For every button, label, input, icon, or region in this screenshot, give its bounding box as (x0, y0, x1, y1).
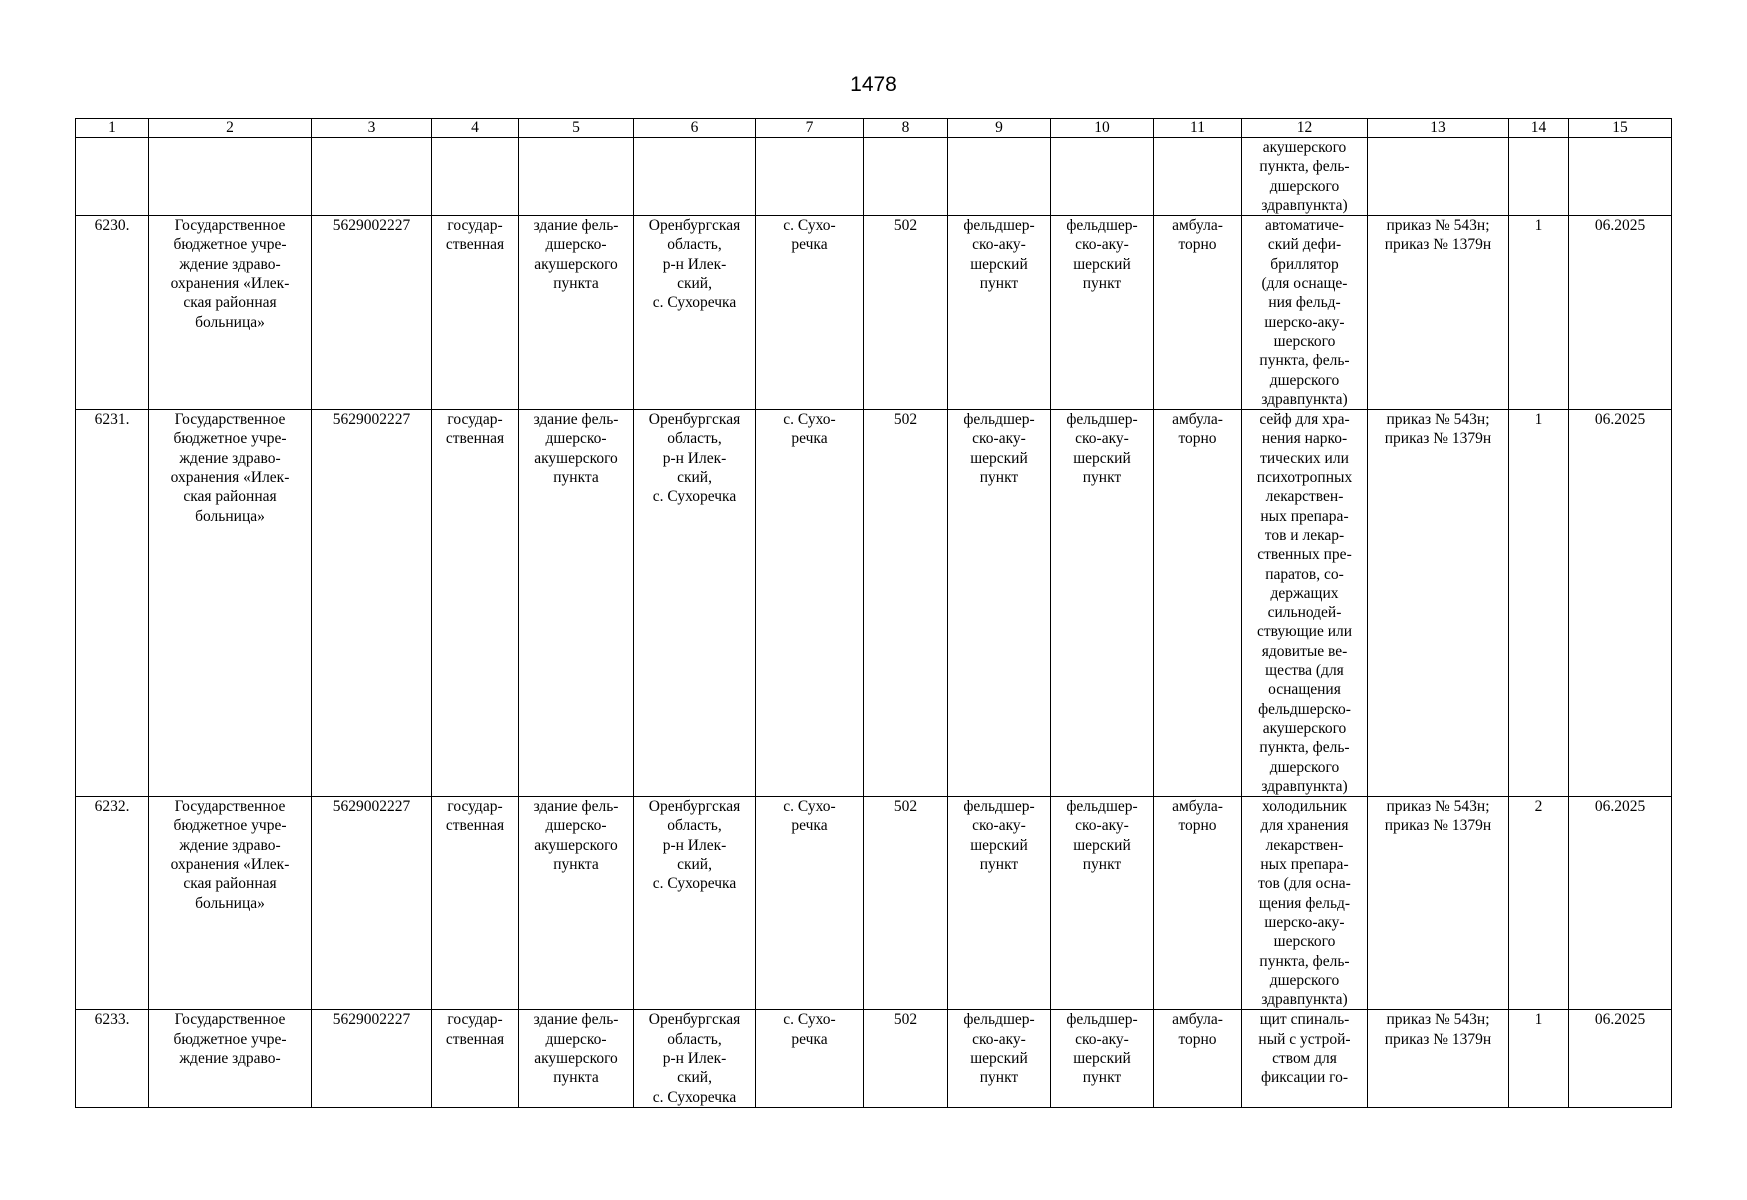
facility-type-cell: фельдшер- ско-аку- шерский пункт (1051, 797, 1154, 1010)
date-cell: 06.2025 (1569, 797, 1672, 1010)
page-number: 1478 (850, 73, 897, 96)
column-number: 6 (634, 119, 756, 138)
facility-type-cell: фельдшер- ско-аку- шерский пункт (948, 1010, 1051, 1107)
column-number: 4 (432, 119, 519, 138)
code-cell: 502 (864, 216, 948, 410)
care-condition-cell: амбула- торно (1154, 797, 1242, 1010)
inn-cell: 5629002227 (312, 797, 432, 1010)
quantity-cell: 2 (1509, 797, 1569, 1010)
inn-cell: 5629002227 (312, 1010, 432, 1107)
column-number: 5 (519, 119, 634, 138)
column-number-row (76, 119, 1672, 138)
date-cell: 06.2025 (1569, 1010, 1672, 1107)
care-condition-cell: амбула- торно (1154, 216, 1242, 410)
care-condition-cell: амбула- торно (1154, 1010, 1242, 1107)
settlement-cell: с. Сухо- речка (756, 797, 864, 1010)
table-row (76, 216, 1672, 410)
row-number-cell: 6230. (76, 216, 149, 410)
equipment-cell: щит спиналь- ный с устрой- ством для фиксации го- (1242, 1010, 1368, 1107)
settlement-cell: с. Сухо- речка (756, 216, 864, 410)
ownership-cell: государ- ственная (432, 216, 519, 410)
facility-type-cell: фельдшер- ско-аку- шерский пункт (1051, 216, 1154, 410)
organization-cell: Государственное бюджетное учре- ждение здраво- охранения «Илек- ская районная больница» (149, 410, 312, 797)
column-number: 8 (864, 119, 948, 138)
column-number: 13 (1368, 119, 1509, 138)
building-cell: здание фель- дшерско- акушерского пункта (519, 410, 634, 797)
quantity-cell: 1 (1509, 216, 1569, 410)
column-number: 10 (1051, 119, 1154, 138)
organization-cell: Государственное бюджетное учре- ждение здраво- охранения «Илек- ская районная больница» (149, 216, 312, 410)
organization-cell: Государственное бюджетное учре- ждение здраво- охранения «Илек- ская районная больница» (149, 797, 312, 1010)
equipment-cell: холодильник для хранения лекарствен- ных препара- тов (для осна- щения фельд- шерско-аку- шерского пункта, фель- дшерского здравпункта) (1242, 797, 1368, 1010)
care-condition-cell: амбула- торно (1154, 410, 1242, 797)
column-number: 11 (1154, 119, 1242, 138)
code-cell: 502 (864, 1010, 948, 1107)
quantity-cell: 1 (1509, 410, 1569, 797)
equipment-table (75, 118, 1672, 1108)
table-row (76, 1010, 1672, 1107)
code-cell: 502 (864, 797, 948, 1010)
ownership-cell: государ- ственная (432, 797, 519, 1010)
column-number: 1 (76, 119, 149, 138)
column-number: 3 (312, 119, 432, 138)
column-number: 2 (149, 119, 312, 138)
column-number: 14 (1509, 119, 1569, 138)
orders-cell: приказ № 543н; приказ № 1379н (1368, 410, 1509, 797)
settlement-cell: с. Сухо- речка (756, 1010, 864, 1107)
row-number-cell: 6233. (76, 1010, 149, 1107)
settlement-cell: с. Сухо- речка (756, 410, 864, 797)
date-cell: 06.2025 (1569, 216, 1672, 410)
address-cell: Оренбургская область, р-н Илек- ский, с. Сухоречка (634, 1010, 756, 1107)
orders-cell: приказ № 543н; приказ № 1379н (1368, 797, 1509, 1010)
inn-cell: 5629002227 (312, 216, 432, 410)
organization-cell: Государственное бюджетное учре- ждение здраво- (149, 1010, 312, 1107)
column-number: 15 (1569, 119, 1672, 138)
row-number-cell: 6232. (76, 797, 149, 1010)
address-cell: Оренбургская область, р-н Илек- ский, с. Сухоречка (634, 797, 756, 1010)
facility-type-cell: фельдшер- ско-аку- шерский пункт (1051, 410, 1154, 797)
facility-type-cell: фельдшер- ско-аку- шерский пункт (948, 216, 1051, 410)
equipment-cell: акушерского пункта, фель- дшерского здравпункта) (1242, 138, 1368, 216)
facility-type-cell: фельдшер- ско-аку- шерский пункт (1051, 1010, 1154, 1107)
code-cell: 502 (864, 410, 948, 797)
address-cell: Оренбургская область, р-н Илек- ский, с. Сухоречка (634, 410, 756, 797)
equipment-cell: автоматиче- ский дефи- бриллятор (для оснаще- ния фельд- шерско-аку- шерского пункта, фель- дшерского здравпункта) (1242, 216, 1368, 410)
equipment-cell: сейф для хра- нения нарко- тических или психотропных лекарствен- ных препара- тов и лекар- ственных пре- паратов, со- держащих сильнодей- ствующие или ядовитые ве- щества (для оснащения фельдшерско- акушерского пункта, фель- дшерского здравпункта) (1242, 410, 1368, 797)
ownership-cell: государ- ственная (432, 1010, 519, 1107)
orders-cell: приказ № 543н; приказ № 1379н (1368, 216, 1509, 410)
address-cell: Оренбургская область, р-н Илек- ский, с. Сухоречка (634, 216, 756, 410)
orders-cell: приказ № 543н; приказ № 1379н (1368, 1010, 1509, 1107)
facility-type-cell: фельдшер- ско-аку- шерский пункт (948, 410, 1051, 797)
column-number: 12 (1242, 119, 1368, 138)
date-cell: 06.2025 (1569, 410, 1672, 797)
continuation-row (76, 138, 1672, 216)
table-row (76, 410, 1672, 797)
building-cell: здание фель- дшерско- акушерского пункта (519, 216, 634, 410)
row-number-cell: 6231. (76, 410, 149, 797)
column-number: 7 (756, 119, 864, 138)
quantity-cell: 1 (1509, 1010, 1569, 1107)
facility-type-cell: фельдшер- ско-аку- шерский пункт (948, 797, 1051, 1010)
table-row (76, 797, 1672, 1010)
column-number: 9 (948, 119, 1051, 138)
building-cell: здание фель- дшерско- акушерского пункта (519, 797, 634, 1010)
building-cell: здание фель- дшерско- акушерского пункта (519, 1010, 634, 1107)
inn-cell: 5629002227 (312, 410, 432, 797)
ownership-cell: государ- ственная (432, 410, 519, 797)
